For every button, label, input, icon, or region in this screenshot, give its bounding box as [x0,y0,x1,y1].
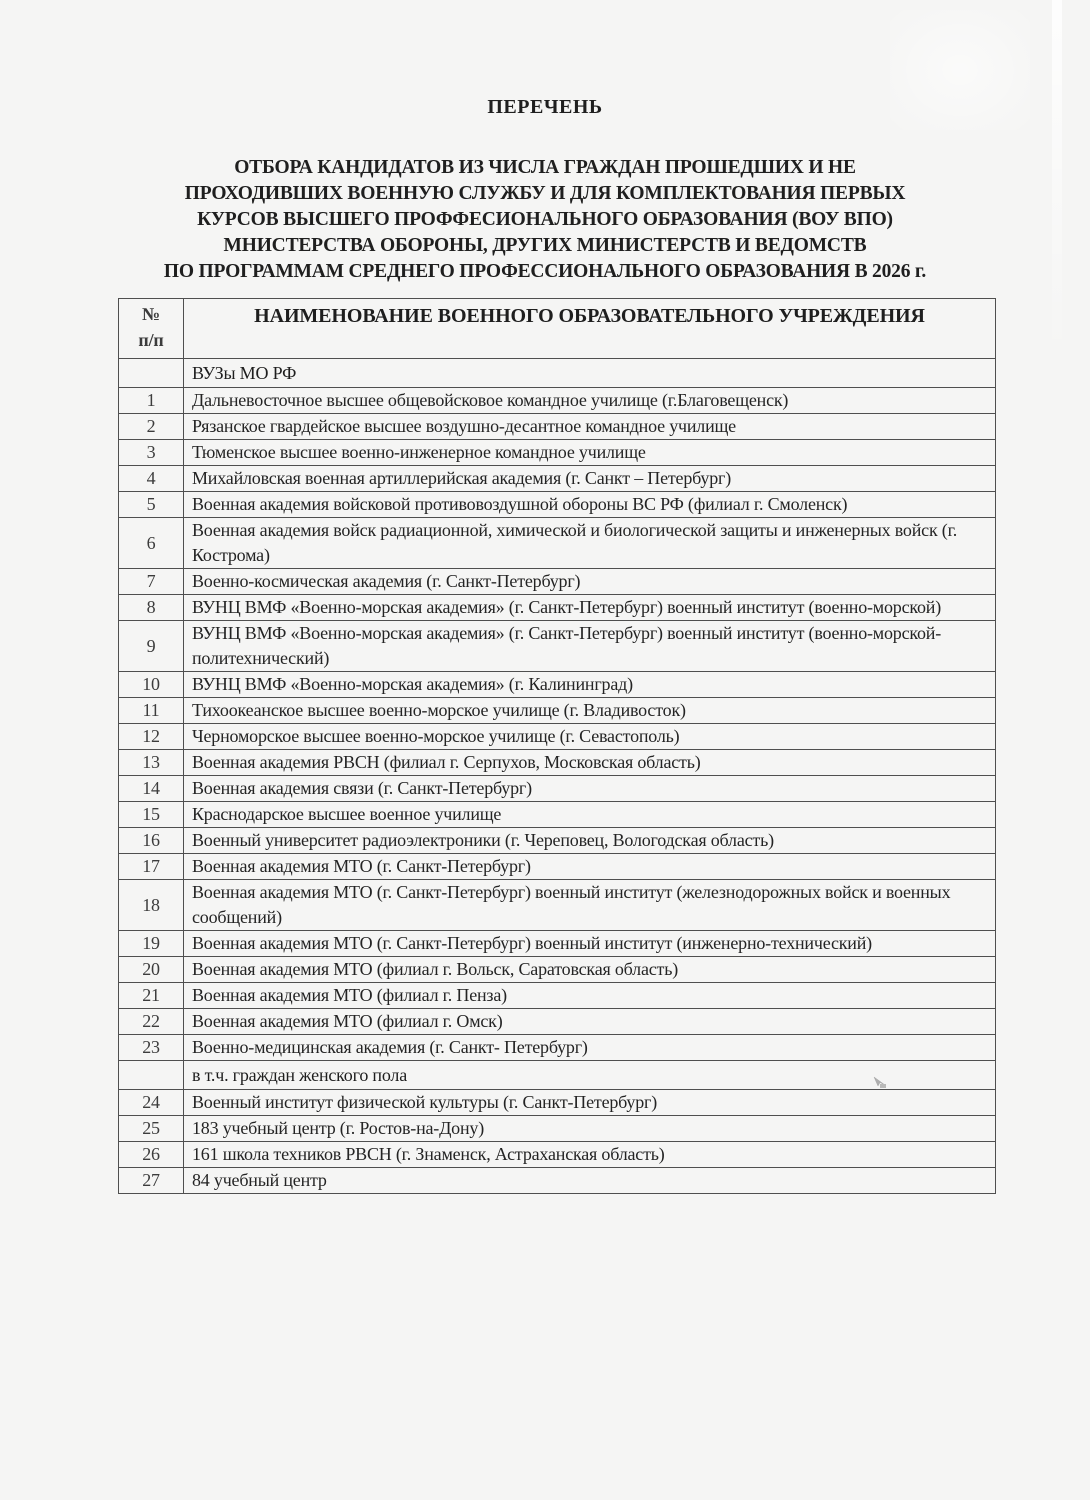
institution-name: Военный институт физической культуры (г. Санкт-Петербург) [184,1090,996,1116]
row-number: 14 [119,776,184,802]
subtitle-line: ПО ПРОГРАММАМ СРЕДНЕГО ПРОФЕССИОНАЛЬНОГО ОБРАЗОВАНИЯ В 2026 г. [163,261,927,282]
row-number: 16 [119,828,184,854]
header-name-cell: НАИМЕНОВАНИЕ ВОЕННОГО ОБРАЗОВАТЕЛЬНОГО УЧРЕЖДЕНИЯ [184,299,996,359]
document-subtitle [95,155,995,285]
institution-name: Военная академия войск радиационной, химической и биологической защиты и инженерных войск (г. Кострома) [184,518,996,569]
row-number: 6 [119,518,184,569]
row-number: 2 [119,414,184,440]
institution-name: Военная академия войсковой противовоздушной обороны ВС РФ (филиал г. Смоленск) [184,492,996,518]
institution-name: Военная академия МТО (г. Санкт-Петербург) военный институт (инженерно-технический) [184,931,996,957]
row-number: 3 [119,440,184,466]
table-header-row [119,299,996,359]
institution-name: Военная академия МТО (г. Санкт-Петербург) военный институт (железнодорожных войск и военных сообщений) [184,880,996,931]
table-row [119,724,996,750]
section-row [119,359,996,388]
row-number: 8 [119,595,184,621]
header-number-line1: № [142,304,160,324]
row-number: 10 [119,672,184,698]
header-number-line2: п/п [138,330,164,350]
document-title: ПЕРЕЧЕНЬ [487,96,603,118]
table-row [119,698,996,724]
institution-name: Военно-космическая академия (г. Санкт-Петербург) [184,569,996,595]
table-row [119,672,996,698]
institution-name: 183 учебный центр (г. Ростов-на-Дону) [184,1116,996,1142]
row-number: 17 [119,854,184,880]
institution-name: Военная академия РВСН (филиал г. Серпухов, Московская область) [184,750,996,776]
institution-name: Дальневосточное высшее общевойсковое командное училище (г.Благовещенск) [184,388,996,414]
row-number: 9 [119,621,184,672]
table-row [119,621,996,672]
table-row [119,957,996,983]
table-body [119,359,996,1194]
table-row [119,518,996,569]
subtitle-line: ОТБОРА КАНДИДАТОВ ИЗ ЧИСЛА ГРАЖДАН ПРОШЕДШИХ И НЕ [234,157,856,178]
institution-name: Военная академия связи (г. Санкт-Петербург) [184,776,996,802]
table-row [119,1142,996,1168]
institution-name: Тихоокеанское высшее военно-морское училище (г. Владивосток) [184,698,996,724]
section-title: в т.ч. граждан женского пола [184,1061,996,1090]
row-number: 15 [119,802,184,828]
table-row [119,776,996,802]
table-row [119,750,996,776]
table-row [119,854,996,880]
row-number: 23 [119,1035,184,1061]
table-row [119,440,996,466]
institution-name: Тюменское высшее военно-инженерное командное училище [184,440,996,466]
table-row [119,569,996,595]
table-row [119,983,996,1009]
table-row [119,1116,996,1142]
table-row [119,1168,996,1194]
institution-name: Черноморское высшее военно-морское училище (г. Севастополь) [184,724,996,750]
subtitle-line: ПРОХОДИВШИХ ВОЕННУЮ СЛУЖБУ И ДЛЯ КОМПЛЕКТОВАНИЯ ПЕРВЫХ [184,183,906,204]
row-number: 1 [119,388,184,414]
institution-name: Военно-медицинская академия (г. Санкт- Петербург) [184,1035,996,1061]
section-title: ВУЗы МО РФ [184,359,996,388]
institution-name: Военная академия МТО (г. Санкт-Петербург) [184,854,996,880]
table-row [119,828,996,854]
table-row [119,466,996,492]
institution-name: Военная академия МТО (филиал г. Пенза) [184,983,996,1009]
institution-name: Краснодарское высшее военное училище [184,802,996,828]
row-number: 21 [119,983,184,1009]
table-row [119,492,996,518]
row-number: 27 [119,1168,184,1194]
table-row [119,595,996,621]
institution-name: 84 учебный центр [184,1168,996,1194]
section-row [119,1061,996,1090]
institution-name: Военная академия МТО (филиал г. Омск) [184,1009,996,1035]
row-number: 7 [119,569,184,595]
table-row [119,1090,996,1116]
subtitle-line: МНИСТЕРСТВА ОБОРОНЫ, ДРУГИХ МИНИСТЕРСТВ И ВЕДОМСТВ [223,235,867,256]
institution-name: Военная академия МТО (филиал г. Вольск, Саратовская область) [184,957,996,983]
table-row [119,1035,996,1061]
row-number: 25 [119,1116,184,1142]
row-number: 22 [119,1009,184,1035]
institution-name: Михайловская военная артиллерийская академия (г. Санкт – Петербург) [184,466,996,492]
row-number: 12 [119,724,184,750]
table-row [119,802,996,828]
header-number-cell [119,299,184,359]
table-row [119,880,996,931]
row-number: 19 [119,931,184,957]
institutions-table [118,298,996,1194]
row-number: 20 [119,957,184,983]
table-row [119,931,996,957]
institution-name: ВУНЦ ВМФ «Военно-морская академия» (г. Санкт-Петербург) военный институт (военно-морской) [184,595,996,621]
row-number: 18 [119,880,184,931]
row-number: 11 [119,698,184,724]
row-number [119,1061,184,1090]
table-row [119,414,996,440]
row-number [119,359,184,388]
institution-name: Рязанское гвардейское высшее воздушно-десантное командное училище [184,414,996,440]
subtitle-line: КУРСОВ ВЫСШЕГО ПРОФФЕСИОНАЛЬНОГО ОБРАЗОВАНИЯ (ВОУ ВПО) [197,209,893,230]
table-row [119,1009,996,1035]
institution-name: 161 школа техников РВСН (г. Знаменск, Астраханская область) [184,1142,996,1168]
row-number: 5 [119,492,184,518]
row-number: 24 [119,1090,184,1116]
row-number: 26 [119,1142,184,1168]
row-number: 13 [119,750,184,776]
table-row [119,388,996,414]
row-number: 4 [119,466,184,492]
institution-name: Военный университет радиоэлектроники (г. Череповец, Вологодская область) [184,828,996,854]
institution-name: ВУНЦ ВМФ «Военно-морская академия» (г. Калининград) [184,672,996,698]
institution-name: ВУНЦ ВМФ «Военно-морская академия» (г. Санкт-Петербург) военный институт (военно-морской-политехнический) [184,621,996,672]
